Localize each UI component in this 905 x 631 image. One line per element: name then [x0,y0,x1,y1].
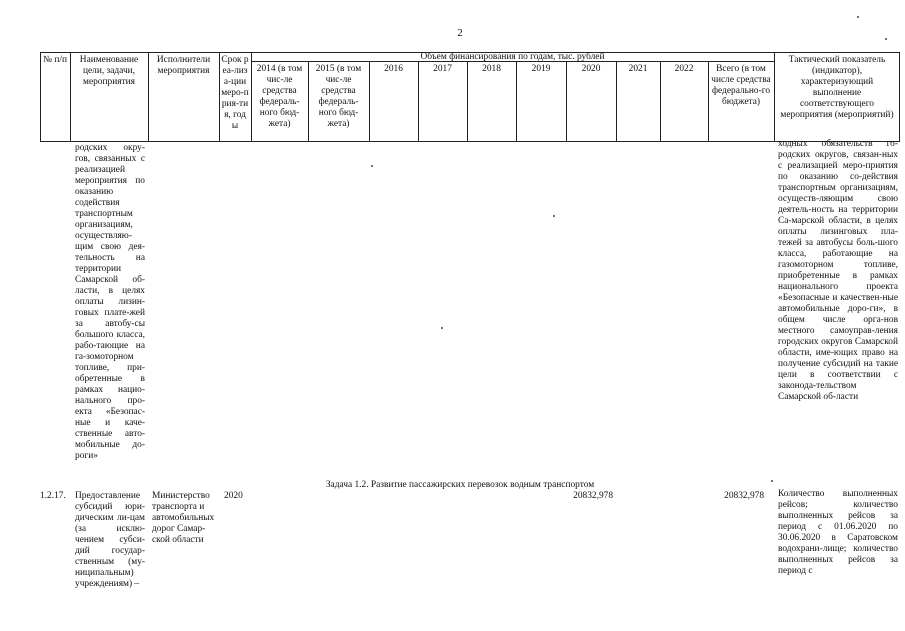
grid-line [708,61,709,142]
grid-line [566,61,567,142]
continuation-name-text: родских окру-гов, связанных с реализацией мероприятия по оказанию содействия транспортным организациям, осуществляю-щим свою дея-тельность на территории Самарской об-ласти, в целях оплаты лизин-говых плате-жей за автобу-сы большого класса, рабо-тающие на га-зомоторном топливе, при-обретенные в рамках нацио-нального про-екта «Безопас-ные и каче-ственные авто-мобильные до-роги» [75,143,145,461]
row-executor: Министерство транспорта и автомобильных дорог Самар-ской области [152,491,215,545]
row-value-total: 20832,978 [724,491,764,501]
grid-line [467,61,468,142]
header-col-funding: Объем финансирования по годам, тыс. рублей [420,52,605,62]
page-number: 2 [457,27,463,39]
header-year-2021: 2021 [628,64,648,74]
grid-line [369,61,370,142]
continuation-indicator-text: ходных обязательств го-родских округов, связан-ных с реализацией меро-приятия по оказанию со-действия транспортным организациям, осуществ-ляющим свою деятель-ность на территории Са-марской области, в целях оплаты лизинговых пла-тежей за автобусы боль-шого класса, работающие на газомоторном топливе, приобретенные в рамках национального проекта «Безопасные и качествен-ные автомобильные доро-ги», в общем числе орга-нов местного самоуправ-ления городских округов Самарской области, име-ющих право на получение субсидий на такие цели в соответствии с законода-тельством Самарской об-ласти [778,139,898,402]
grid-line [70,52,71,142]
grid-line [774,52,775,142]
row-name: Предоставление субсидий юри-дическим ли-цам (за исклю-чением субси-дий государ-ственным (му-ниципальным) учреждениям) – [75,491,145,589]
header-year-2018: 2018 [482,64,501,74]
header-year-2020: 2020 [581,64,601,74]
scan-speck [857,16,859,18]
row-term: 2020 [224,491,243,501]
row-indicator: Количество выполненных рейсов; количество выполненных рейсов за период с 01.06.2020 по 30.06.2020 в Саратовском водохрани-лище; количество выполненных рейсов за период с [778,489,898,576]
grid-line [516,61,517,142]
header-year-2014: 2014 (в том чис-ле средства федераль-ного бюд-жета) [256,64,303,129]
grid-line [308,61,309,142]
scan-speck [371,165,373,167]
scan-speck [771,480,773,482]
scan-speck [553,215,555,217]
header-year-2015: 2015 (в том чис-ле средства федераль-ного бюд-жета) [315,64,362,129]
header-col-name: Наименование цели, задачи, мероприятия [79,55,139,87]
task-title: Задача 1.2. Развитие пассажирских перевозок водным транспортом [325,480,595,490]
grid-line [616,61,617,142]
header-year-2017: 2017 [433,64,452,74]
grid-line [219,52,220,142]
header-year-2019: 2019 [531,64,551,74]
row-number: 1.2.17. [40,491,66,501]
header-col-term: Срок реа-лиза-ции меро-прия-тия, годы [221,55,249,131]
header-col-executor: Исполнители мероприятия [156,55,211,76]
header-col-num: № п/п [43,55,67,65]
header-year-total: Всего (в том числе средства федерально-го бюджета) [711,64,771,107]
header-year-2022: 2022 [674,64,694,74]
scan-speck [885,38,887,40]
scan-speck [441,327,443,329]
grid-line [251,52,252,142]
row-value-2020: 20832,978 [573,491,613,501]
grid-line [660,61,661,142]
grid-line [148,52,149,142]
header-col-indicator: Тактический показатель (индикатор), характеризующий выполнение соответствующего мероприятия (мероприятий) [780,55,894,120]
header-year-2016: 2016 [384,64,403,74]
grid-line [418,61,419,142]
